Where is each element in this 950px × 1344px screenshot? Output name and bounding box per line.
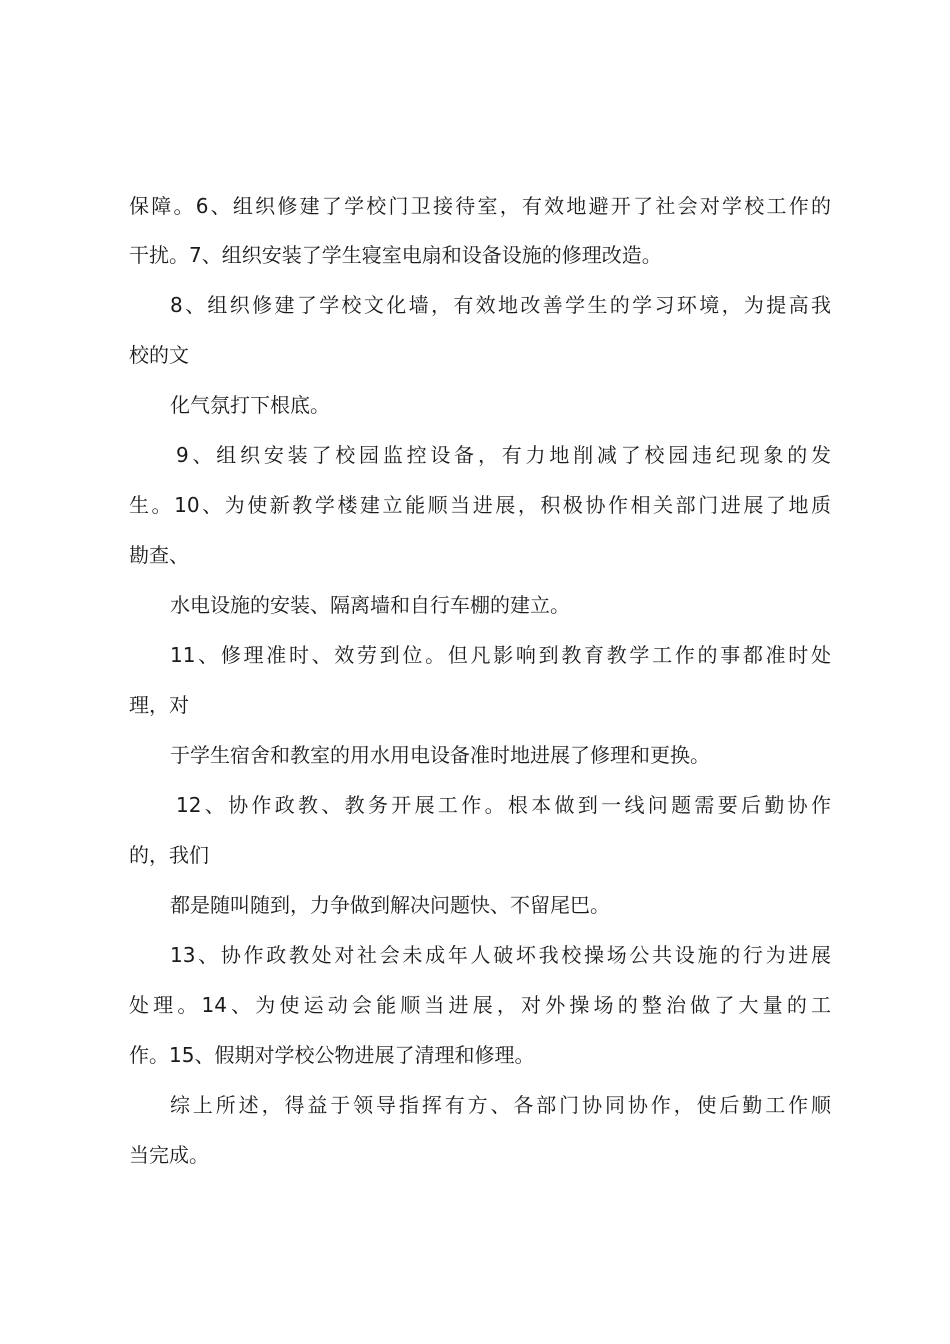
text-line: 化气氛打下根底。 [170,393,330,417]
text-line: 理，对 [129,693,189,717]
text-line: 综上所述，得益于领导指挥有方、各部门协同协作，使后勤工作顺 [170,1093,831,1117]
text-line: 当完成。 [129,1143,209,1167]
text-line: 都是随叫随到，力争做到解决问题快、不留尾巴。 [170,893,610,917]
text-line: 干扰。7、组织安装了学生寝室电扇和设备设施的修理改造。 [129,243,662,267]
text-line: 12、协作政教、教务开展工作。根本做到一线问题需要后勤协作 [176,793,831,817]
text-line: 8、组织修建了学校文化墙，有效地改善学生的学习环境，为提高我 [170,293,831,317]
text-line: 校的文 [129,343,189,367]
text-line: 13、协作政教处对社会未成年人破坏我校操场公共设施的行为进展 [170,943,831,967]
text-line: 11、修理准时、效劳到位。但凡影响到教育教学工作的事都准时处 [170,643,831,667]
text-line: 生。10、为使新教学楼建立能顺当进展，积极协作相关部门进展了地质 [129,493,831,517]
text-line: 勘查、 [129,543,189,567]
text-line: 作。15、假期对学校公物进展了清理和修理。 [129,1043,535,1067]
text-line: 的，我们 [129,843,209,867]
text-line: 水电设施的安装、隔离墙和自行车棚的建立。 [170,593,570,617]
text-line: 9、组织安装了校园监控设备，有力地削减了校园违纪现象的发 [176,443,831,467]
text-line: 于学生宿舍和教室的用水用电设备准时地进展了修理和更换。 [170,743,710,767]
text-line: 保障。6、组织修建了学校门卫接待室，有效地避开了社会对学校工作的 [129,194,831,218]
text-line: 处理。14、为使运动会能顺当进展，对外操场的整治做了大量的工 [129,993,831,1017]
